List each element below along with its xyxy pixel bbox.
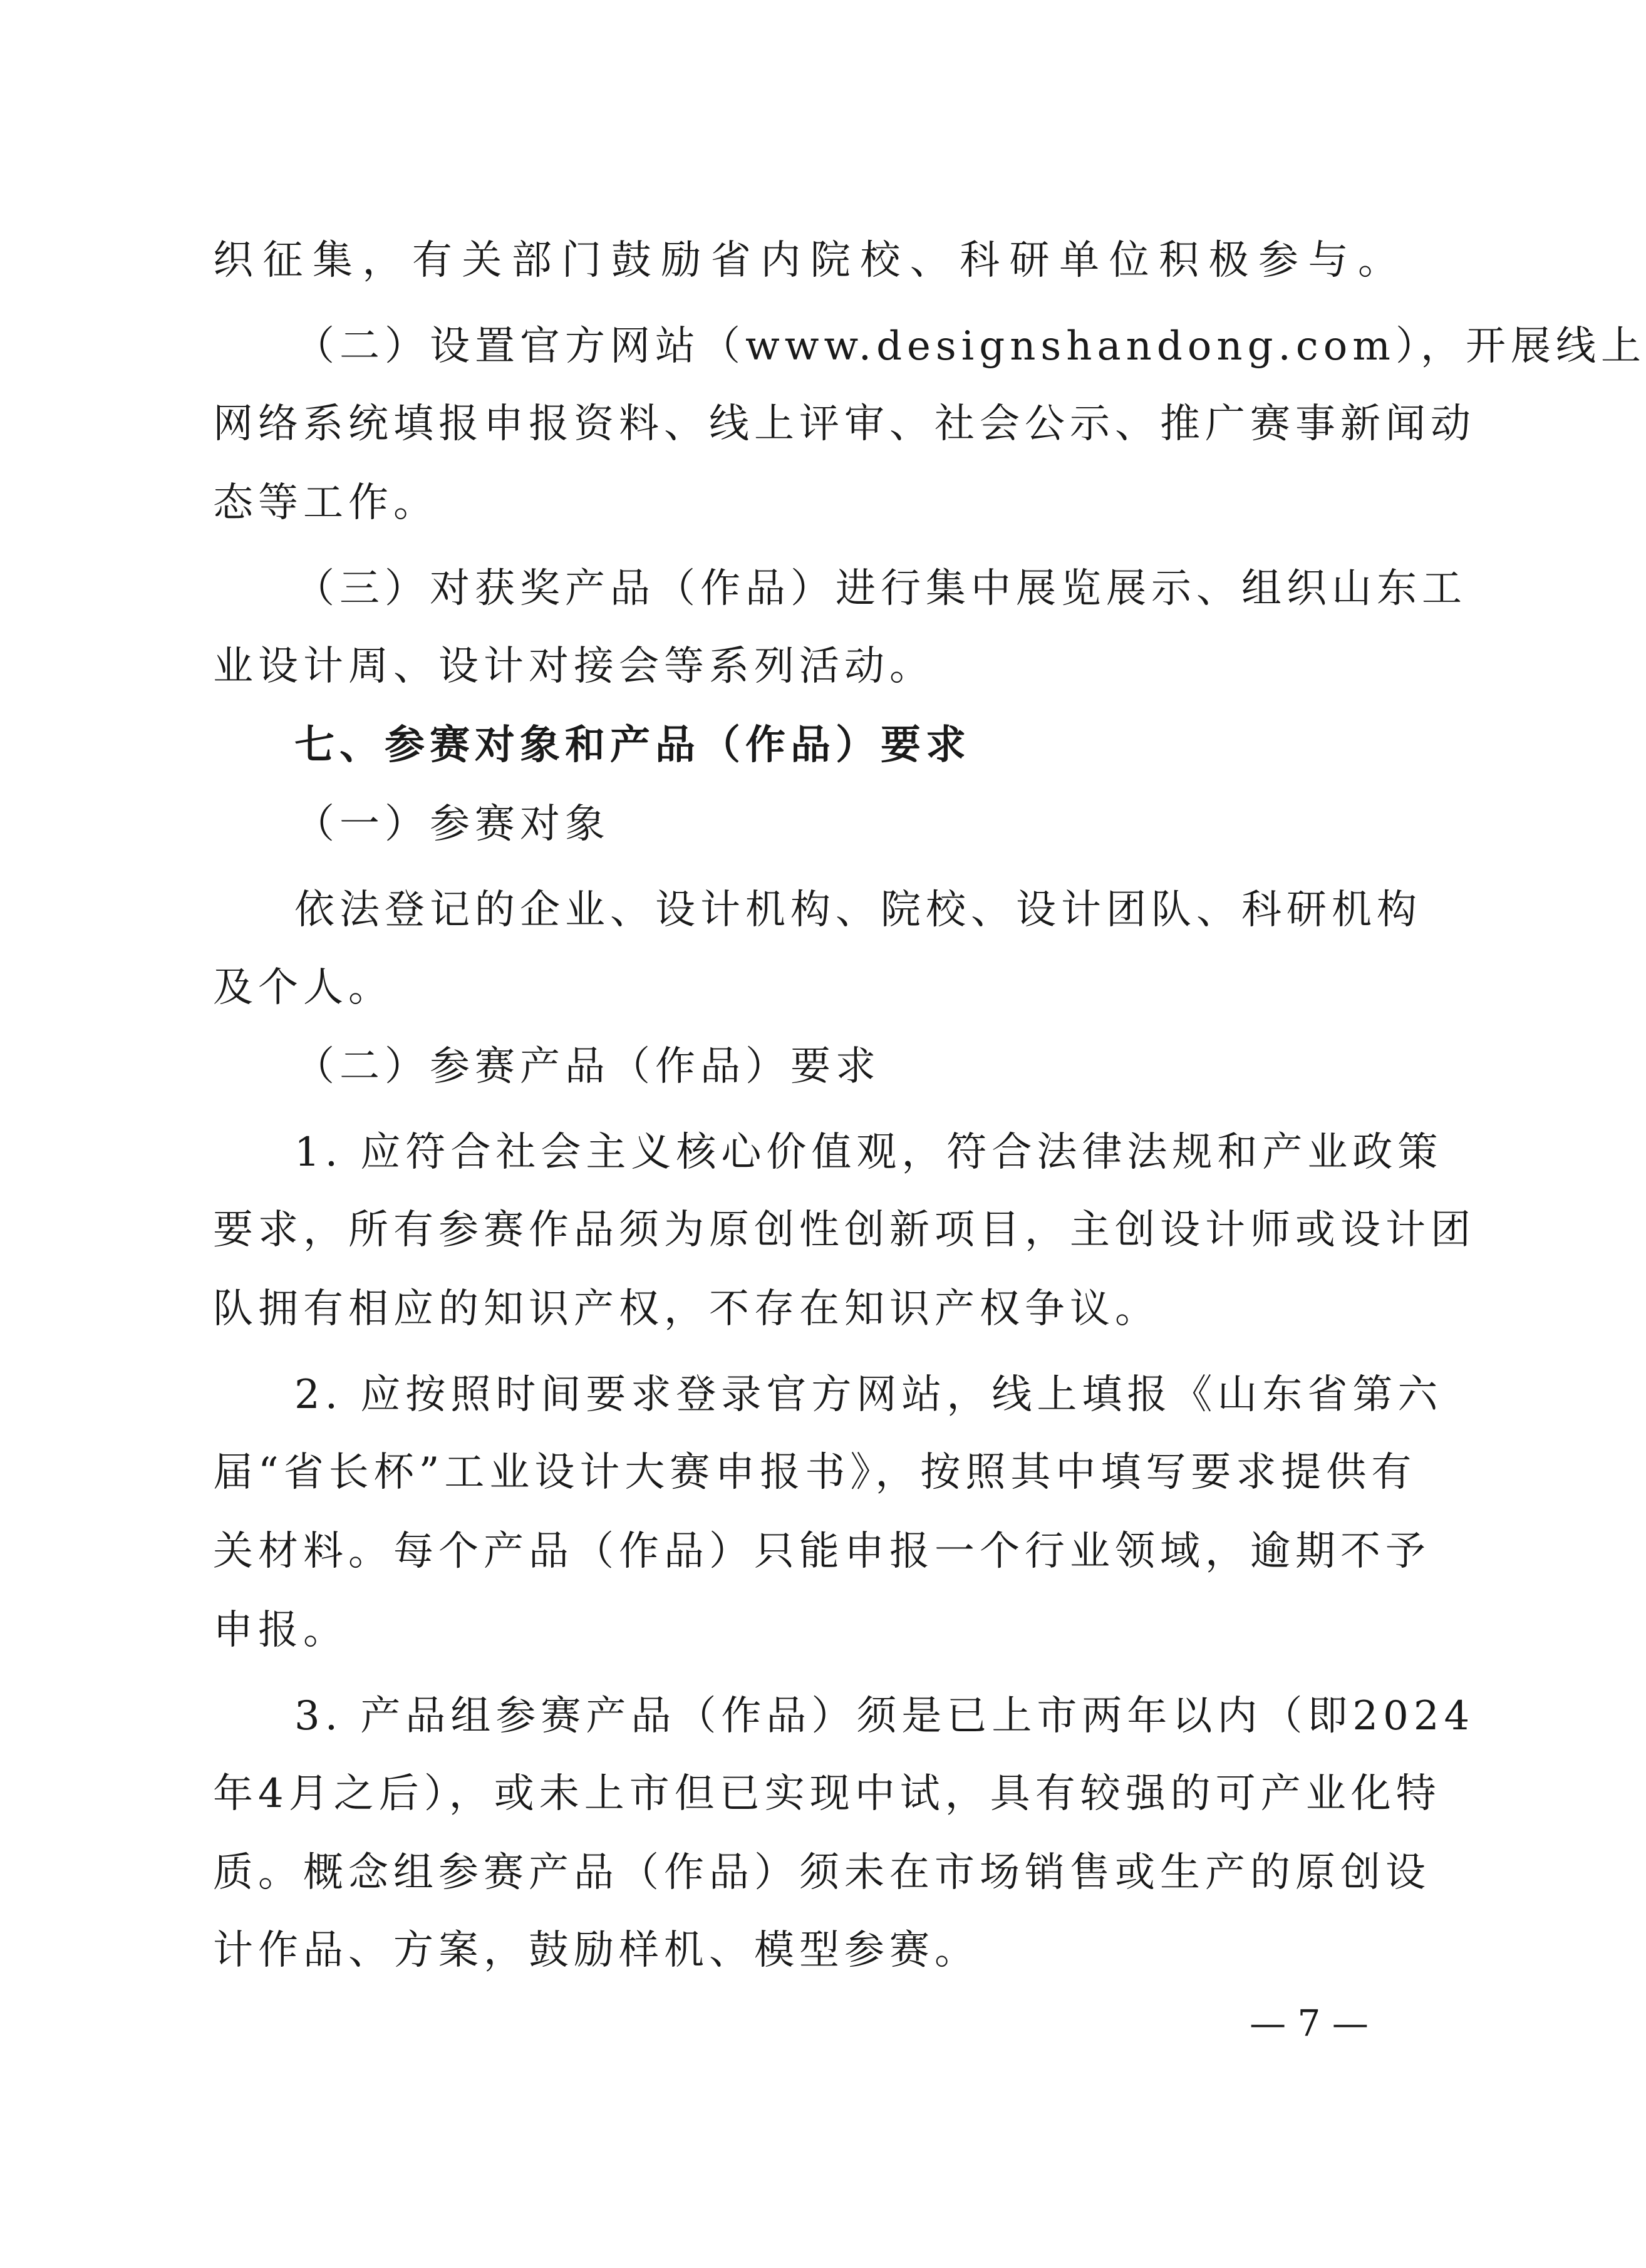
page-number: — 7 — <box>1250 2002 1369 2044</box>
body-line: 态等工作。 <box>213 480 438 526</box>
body-line: 队拥有相应的知识产权，不存在知识产权争议。 <box>213 1286 1160 1332</box>
body-line: 关材料。每个产品（作品）只能申报一个行业领域，逾期不予 <box>213 1528 1431 1575</box>
body-line: 依法登记的企业、设计机构、院校、设计团队、科研机构 <box>294 887 1422 933</box>
body-line: 届“省长杯”工业设计大赛申报书》，按照其中填写要求提供有 <box>213 1449 1417 1496</box>
body-line: 质。概念组参赛产品（作品）须未在市场销售或生产的原创设 <box>213 1850 1431 1896</box>
body-line: 申报。 <box>213 1607 348 1654</box>
body-line: 年4月之后），或未上市但已实现中试，具有较强的可产业化特 <box>213 1771 1441 1817</box>
body-line: （二）设置官方网站（www.designshandong.com），开展线上 <box>294 323 1646 370</box>
body-line: 及个人。 <box>213 965 393 1011</box>
subsection-heading: （二）参赛产品（作品）要求 <box>294 1043 881 1090</box>
body-line: 1. 应符合社会主义核心价值观，符合法律法规和产业政策 <box>294 1129 1443 1176</box>
body-line: （三）对获奖产品（作品）进行集中展览展示、组织山东工 <box>294 566 1467 612</box>
subsection-heading: （一）参赛对象 <box>294 801 610 847</box>
body-line: 2. 应按照时间要求登录官方网站，线上填报《山东省第六 <box>294 1372 1443 1418</box>
section-heading: 七、参赛对象和产品（作品）要求 <box>294 722 971 769</box>
body-line: 计作品、方案，鼓励样机、模型参赛。 <box>213 1927 980 1974</box>
body-line: 业设计周、设计对接会等系列活动。 <box>213 643 934 690</box>
body-line: 网络系统填报申报资料、线上评审、社会公示、推广赛事新闻动 <box>213 401 1476 447</box>
body-line: 织征集，有关部门鼓励省内院校、科研单位积极参与。 <box>213 237 1403 284</box>
body-line: 3. 产品组参赛产品（作品）须是已上市两年以内（即2024 <box>294 1693 1475 1739</box>
body-line: 要求，所有参赛作品须为原创性创新项目，主创设计师或设计团 <box>213 1207 1476 1253</box>
